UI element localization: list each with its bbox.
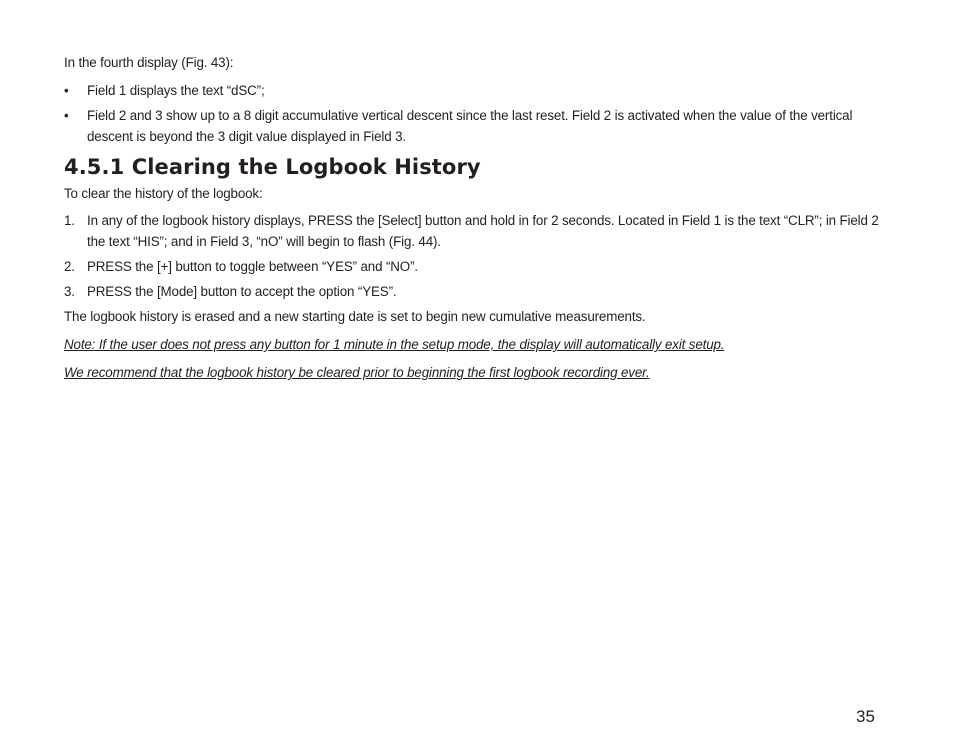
list-item: [64, 105, 880, 147]
list-item-text: Field 1 displays the text “dSC”;: [87, 83, 265, 98]
step-text: PRESS the [+] button to toggle between “YES” and “NO”.: [87, 259, 418, 274]
step-text: In any of the logbook history displays, PRESS the [Select] button and hold in for 2 seconds. Located in Field 1 is the text “CLR”; in Field 2 the text “HIS”; and in Field 3, “nO” will begin to flash (Fig. 44).: [87, 213, 879, 249]
step-number: 1.: [64, 213, 75, 228]
page-number: 35: [856, 707, 875, 726]
bullet-marker: •: [64, 108, 69, 123]
timeout-note: Note: If the user does not press any button for 1 minute in the setup mode, the display will automatically exit setup.: [64, 337, 725, 352]
summary-paragraph: The logbook history is erased and a new starting date is set to begin new cumulative measurements.: [64, 309, 646, 324]
step-number: 3.: [64, 284, 75, 299]
bullet-marker: •: [64, 83, 69, 98]
step-item: [64, 281, 880, 302]
display-field-list: [64, 80, 880, 147]
step-item: [64, 256, 880, 277]
step-text: PRESS the [Mode] button to accept the option “YES”.: [87, 284, 397, 299]
list-item-text: Field 2 and 3 show up to a 8 digit accumulative vertical descent since the last reset. Field 2 is activated when the value of the vertical descent is beyond the 3 digit value displayed in Field 3.: [87, 108, 853, 144]
section-heading: 4.5.1 Clearing the Logbook History: [64, 155, 481, 179]
page-content: [64, 52, 880, 390]
intro-paragraph: In the fourth display (Fig. 43):: [64, 55, 234, 70]
step-item: [64, 210, 880, 252]
section-lead: To clear the history of the logbook:: [64, 186, 263, 201]
step-number: 2.: [64, 259, 75, 274]
steps-list: [64, 210, 880, 302]
recommendation-note: We recommend that the logbook history be cleared prior to beginning the first logbook recording ever.: [64, 365, 650, 380]
list-item: [64, 80, 880, 101]
